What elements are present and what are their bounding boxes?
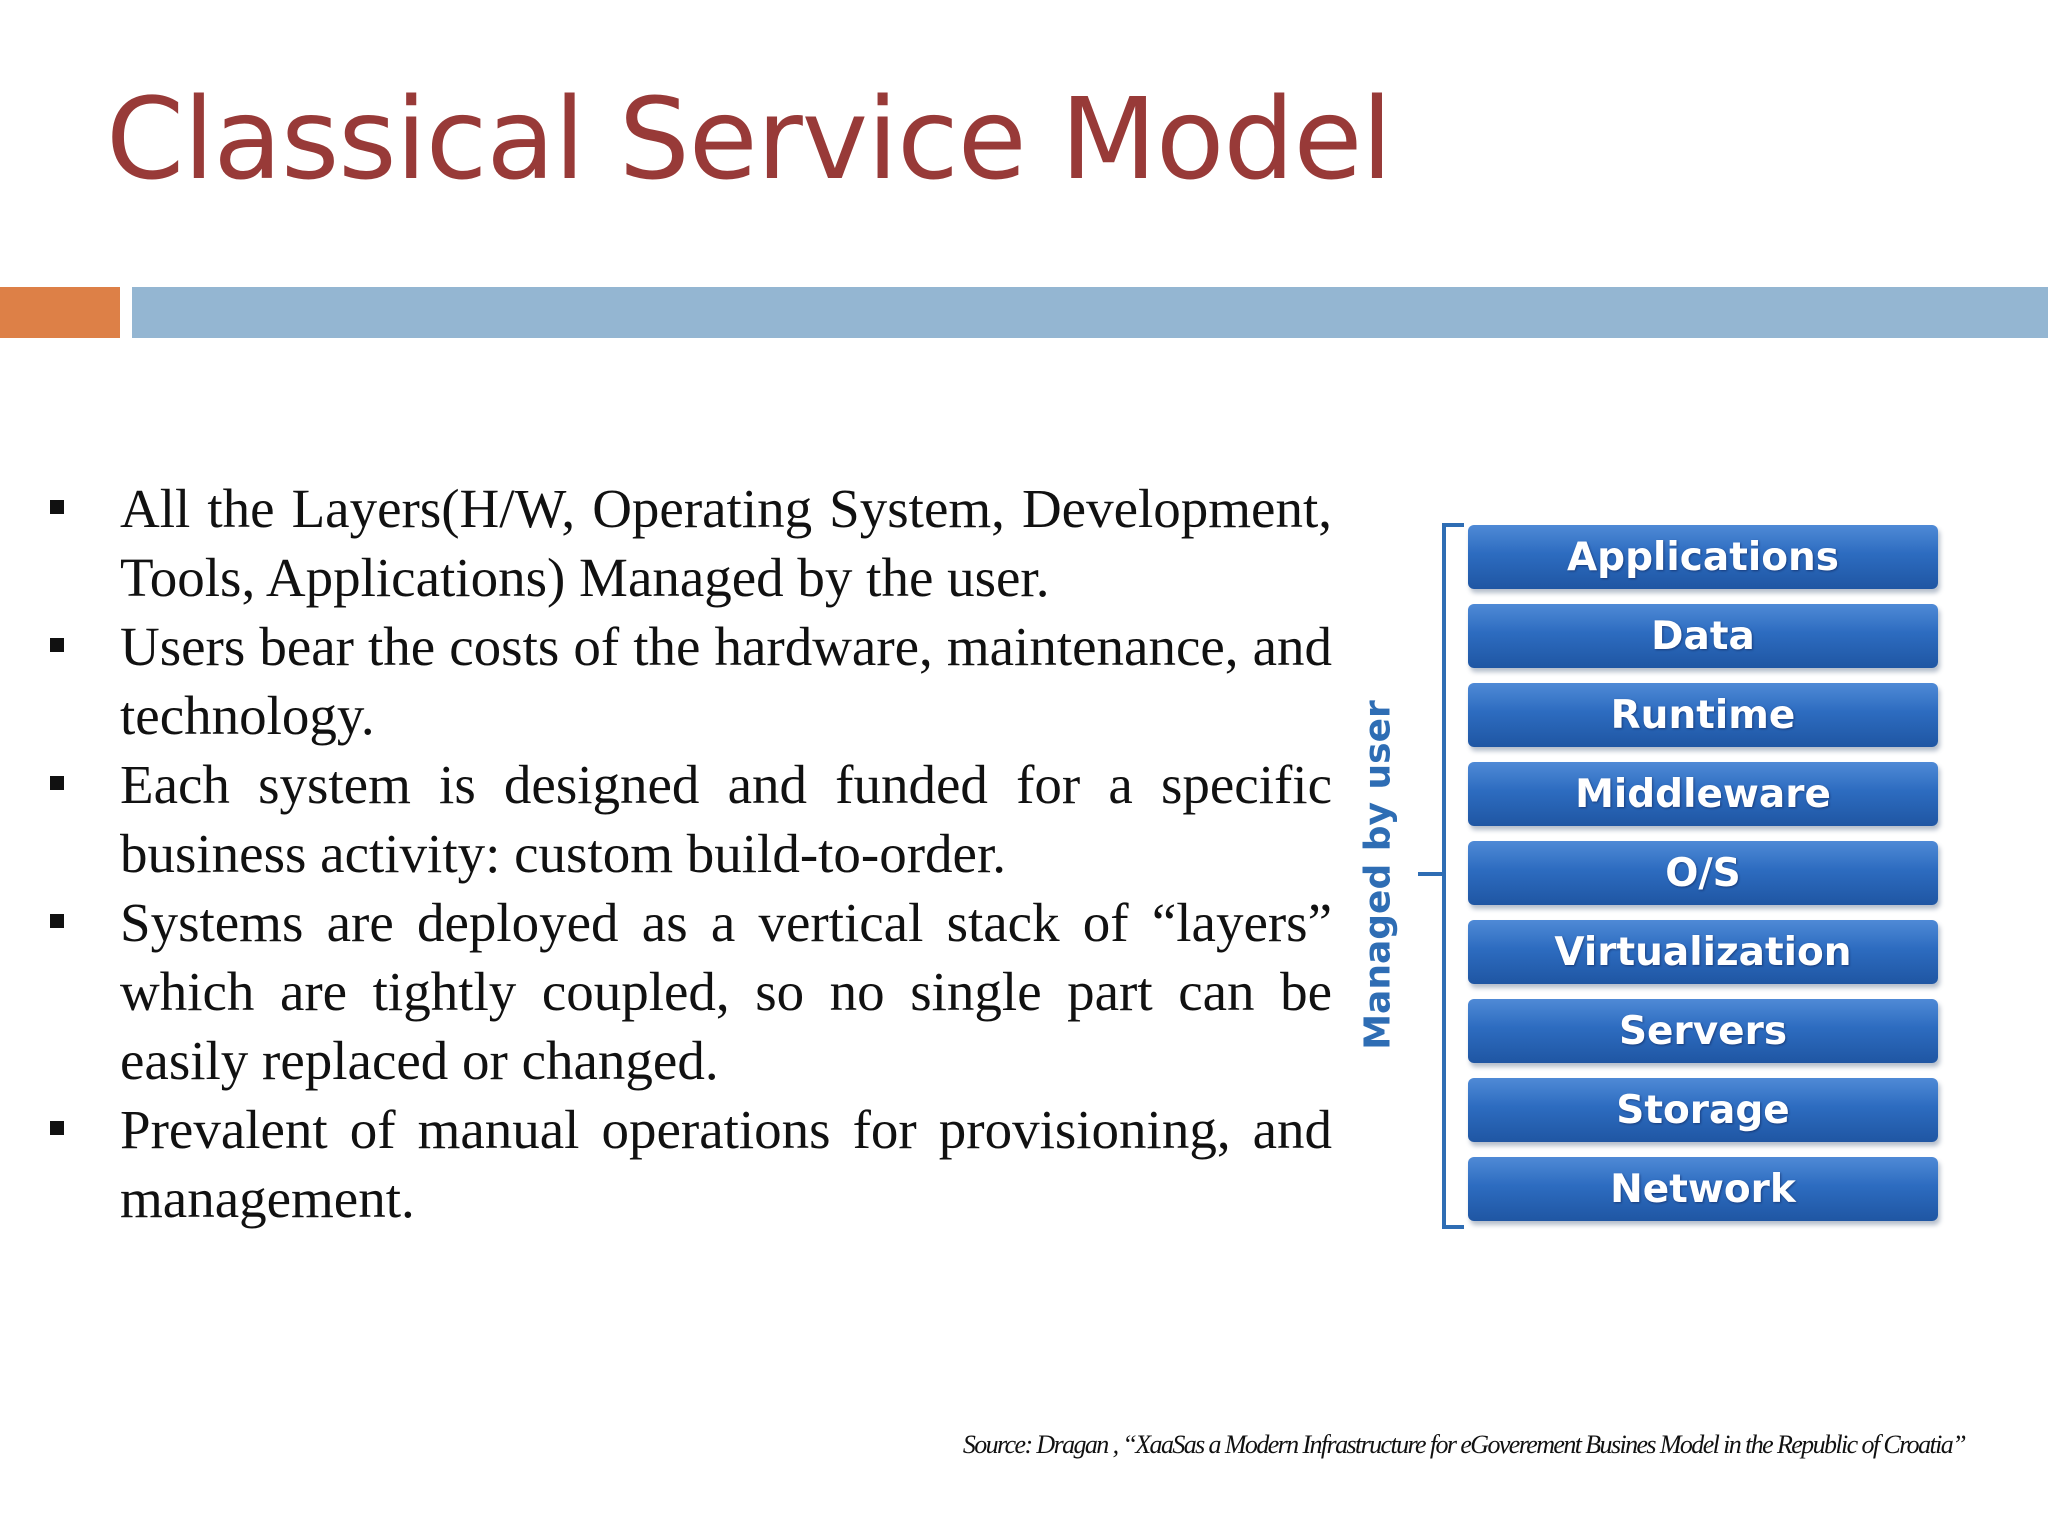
layer-label: Runtime	[1610, 692, 1796, 738]
service-stack-diagram	[1350, 515, 1970, 1235]
layer-network	[1468, 1157, 1938, 1221]
accent-bar-blue	[132, 287, 2048, 338]
layer-middleware	[1468, 762, 1938, 826]
bullet-item	[42, 750, 1332, 888]
bracket-line	[1442, 523, 1446, 1229]
bullet-item	[42, 888, 1332, 1095]
bracket-top-cap	[1442, 523, 1464, 527]
square-bullet-icon	[50, 1121, 64, 1135]
layer-servers	[1468, 999, 1938, 1063]
source-citation: Source: Dragan , “XaaSas a Modern Infrastructure for eGoverement Busines Model in the Republic of Croatia”	[962, 1430, 1965, 1459]
layer-label: Network	[1610, 1166, 1796, 1212]
bracket-center-tick	[1418, 872, 1444, 876]
layer-label: Storage	[1616, 1087, 1790, 1133]
bullet-text: Users bear the costs of the hardware, maintenance, and technology.	[120, 616, 1332, 746]
layer-label: O/S	[1665, 850, 1741, 896]
bullet-text: Prevalent of manual operations for provisioning, and management.	[120, 1099, 1332, 1229]
layer-applications	[1468, 525, 1938, 589]
square-bullet-icon	[50, 776, 64, 790]
layer-label: Servers	[1618, 1008, 1788, 1054]
bullet-list	[42, 474, 1332, 1233]
layer-os	[1468, 841, 1938, 905]
layer-label: Applications	[1567, 534, 1839, 580]
bullet-item	[42, 474, 1332, 612]
managed-by-user-label: Managed by user	[1357, 700, 1399, 1050]
layer-label: Middleware	[1575, 771, 1831, 817]
layer-storage	[1468, 1078, 1938, 1142]
bullet-item	[42, 612, 1332, 750]
accent-bar-orange	[0, 287, 120, 338]
layer-runtime	[1468, 683, 1938, 747]
square-bullet-icon	[50, 914, 64, 928]
square-bullet-icon	[50, 500, 64, 514]
layer-virtualization	[1468, 920, 1938, 984]
bullet-text: Each system is designed and funded for a specific business activity: custom build-to-order.	[120, 754, 1332, 884]
layer-label: Virtualization	[1554, 929, 1852, 975]
bracket-bottom-cap	[1442, 1225, 1464, 1229]
layer-data	[1468, 604, 1938, 668]
bullet-text: All the Layers(H/W, Operating System, Development, Tools, Applications) Managed by the user.	[120, 478, 1332, 608]
slide-title: Classical Service Model	[106, 75, 1392, 205]
square-bullet-icon	[50, 638, 64, 652]
bullet-item	[42, 1095, 1332, 1233]
layer-label: Data	[1651, 613, 1755, 659]
bullet-text: Systems are deployed as a vertical stack of “layers” which are tightly coupled, so no single part can be easily replaced or changed.	[120, 892, 1332, 1091]
